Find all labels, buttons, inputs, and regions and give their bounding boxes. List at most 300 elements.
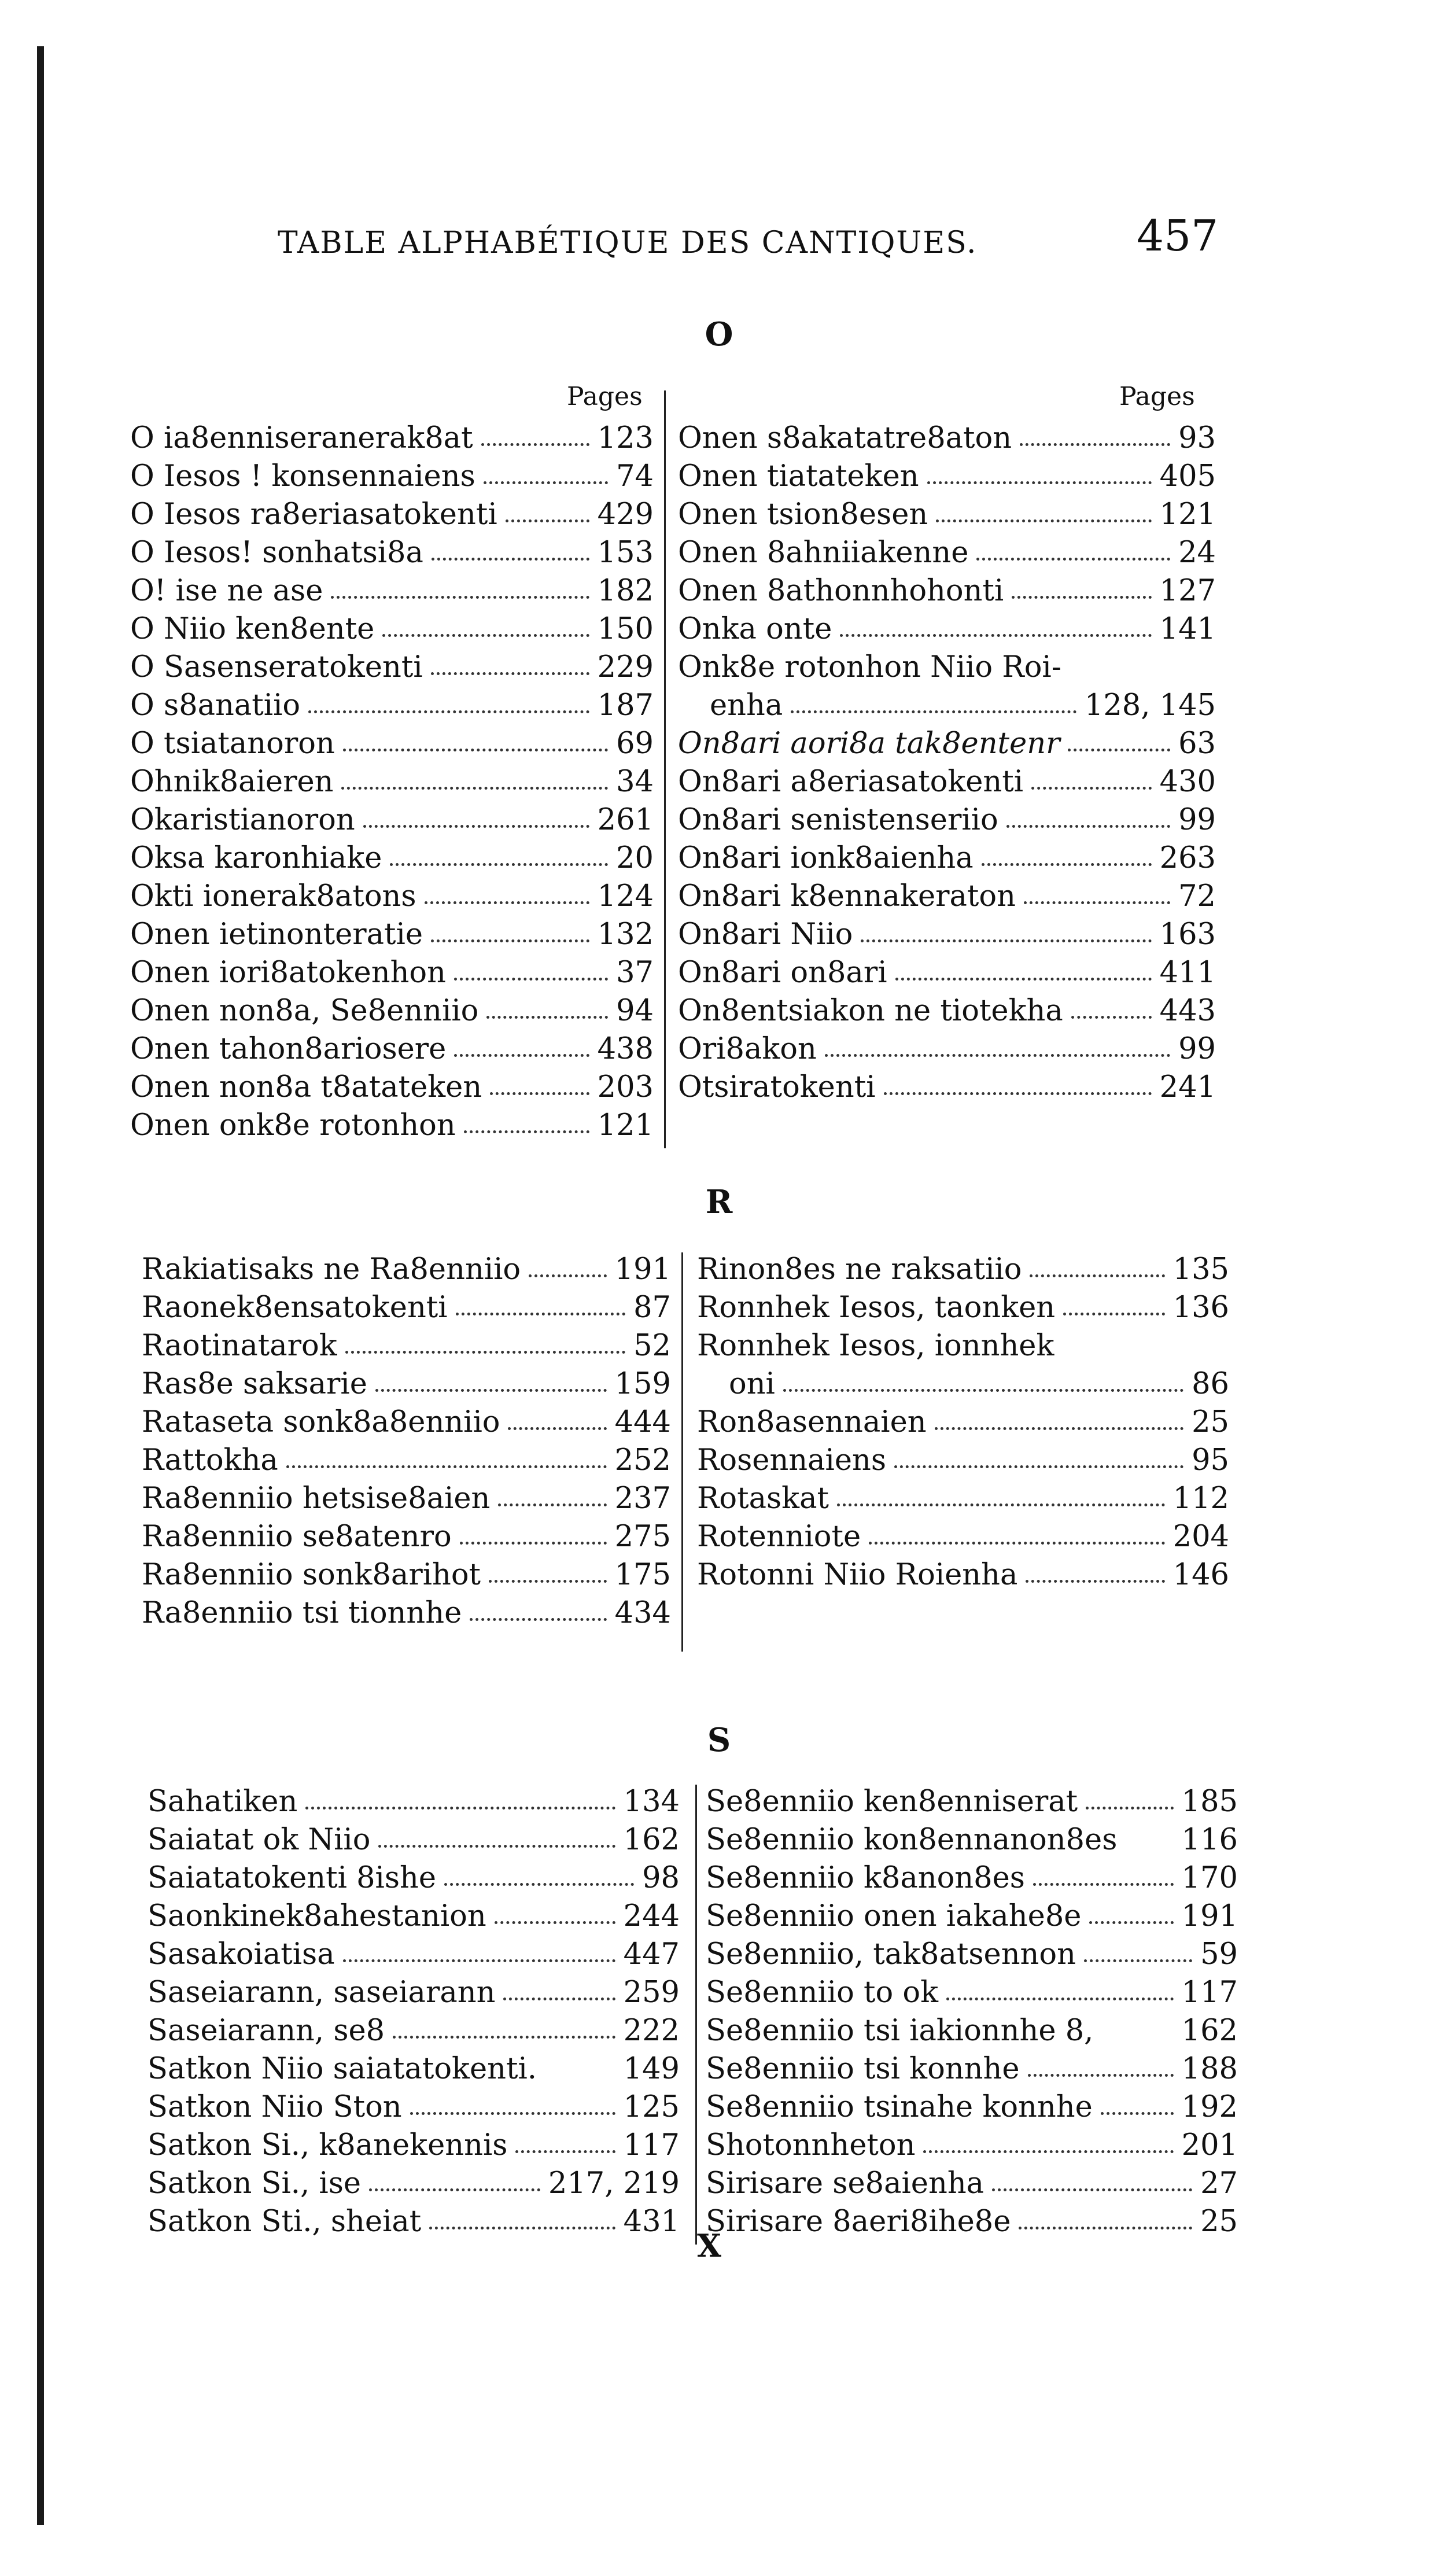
entry-title: Satkon Niio Ston <box>148 2090 402 2124</box>
section-s-right-column <box>706 1785 1238 2243</box>
entry-page-number: 188 <box>1181 2052 1238 2086</box>
index-entry <box>130 803 654 841</box>
index-entry <box>697 1252 1229 1291</box>
index-entry <box>148 2014 680 2052</box>
pages-column-header-right: Pages <box>1119 382 1195 411</box>
dot-leader <box>1089 1921 1174 1924</box>
dot-leader <box>305 1807 615 1810</box>
section-o-right-column <box>678 421 1216 1108</box>
index-entry <box>706 2014 1238 2052</box>
entry-page-number: 59 <box>1200 1937 1238 1971</box>
entry-title: Se8enniio kon8ennanon8es <box>706 1823 1118 1857</box>
dot-leader <box>429 2227 615 2229</box>
entry-page-number: 125 <box>623 2090 680 2124</box>
section-letter-s: S <box>707 1721 731 1759</box>
entry-title: On8ari ionk8aienha <box>678 841 974 875</box>
entry-title: On8ari a8eriasatokenti <box>678 765 1024 799</box>
dot-leader <box>308 710 589 713</box>
section-r-left-column <box>142 1252 671 1634</box>
entry-title: Saseiarann, saseiarann <box>148 1976 496 2010</box>
index-entry <box>678 536 1216 574</box>
entry-title: Oksa karonhiake <box>130 841 382 875</box>
dot-leader <box>456 1313 625 1315</box>
entry-page-number: 123 <box>597 421 654 455</box>
entry-page-number: 263 <box>1159 841 1216 875</box>
entry-page-number: 132 <box>597 917 654 952</box>
page-header <box>0 211 1438 275</box>
entry-page-number: 117 <box>623 2128 680 2162</box>
index-entry <box>678 650 1216 688</box>
entry-page-number: 434 <box>614 1596 671 1630</box>
dot-leader <box>861 939 1152 942</box>
index-entry <box>678 1070 1216 1108</box>
entry-title: O s8anatiio <box>130 688 301 723</box>
dot-leader <box>470 1618 607 1621</box>
index-entry <box>148 2205 680 2243</box>
entry-title: Sasakoiatisa <box>148 1937 335 1971</box>
entry-page-number: 149 <box>623 2052 680 2086</box>
index-entry <box>678 841 1216 879</box>
index-entry <box>678 421 1216 459</box>
index-entry <box>706 1976 1238 2014</box>
entry-page-number: 170 <box>1181 1861 1238 1895</box>
dot-leader <box>1012 596 1152 599</box>
dot-leader <box>1084 1959 1192 1962</box>
entry-title: Ras8e saksarie <box>142 1367 367 1401</box>
index-entry <box>697 1367 1229 1405</box>
dot-leader <box>992 2188 1192 2191</box>
dot-leader <box>486 1016 608 1019</box>
entry-page-number: 117 <box>1181 1976 1238 2010</box>
entry-page-number: 438 <box>597 1032 654 1066</box>
dot-leader <box>490 1092 589 1095</box>
index-entry <box>706 2128 1238 2166</box>
entry-title: Ra8enniio sonk8arihot <box>142 1558 481 1592</box>
index-entry <box>706 2052 1238 2090</box>
entry-title: Sirisare 8aeri8ihe8e <box>706 2205 1011 2239</box>
dot-leader <box>503 1998 615 2000</box>
entry-title: Onen tsion8esen <box>678 497 928 532</box>
index-entry <box>697 1443 1229 1482</box>
entry-page-number: 74 <box>616 459 654 493</box>
index-entry <box>130 536 654 574</box>
dot-leader <box>375 1389 607 1392</box>
index-entry <box>130 612 654 650</box>
dot-leader <box>343 1959 615 1962</box>
entry-title: O ia8enniseranerak8at <box>130 421 473 455</box>
entry-title: On8entsiakon ne tiotekha <box>678 994 1063 1028</box>
dot-leader <box>464 1130 589 1133</box>
entry-page-number: 430 <box>1159 765 1216 799</box>
entry-title: Satkon Si., k8anekennis <box>148 2128 508 2162</box>
entry-page-number: 431 <box>623 2205 680 2239</box>
index-entry <box>697 1520 1229 1558</box>
entry-page-number: 163 <box>1159 917 1216 952</box>
entry-page-number: 52 <box>633 1329 671 1363</box>
index-entry <box>130 1032 654 1070</box>
entry-title: On8ari on8ari <box>678 956 887 990</box>
dot-leader <box>454 978 608 981</box>
index-entry <box>706 1899 1238 1937</box>
entry-title: Se8enniio, tak8atsennon <box>706 1937 1076 1971</box>
entry-page-number: 187 <box>597 688 654 723</box>
entry-title: Raonek8ensatokenti <box>142 1291 448 1325</box>
entry-page-number: 127 <box>1159 574 1216 608</box>
entry-title: Rataseta sonk8a8enniio <box>142 1405 500 1439</box>
entry-title: O! ise ne ase <box>130 574 323 608</box>
index-entry <box>142 1482 671 1520</box>
entry-title: Rosennaiens <box>697 1443 887 1477</box>
page-number: 457 <box>1137 211 1219 261</box>
entry-page-number: 447 <box>623 1937 680 1971</box>
index-entry <box>706 1937 1238 1976</box>
entry-title: Shotonnheton <box>706 2128 916 2162</box>
entry-page-number: 153 <box>597 536 654 570</box>
entry-title: Ronnhek Iesos, ionnhek <box>697 1329 1054 1363</box>
entry-title: Rinon8es ne raksatiio <box>697 1252 1022 1287</box>
entry-page-number: 27 <box>1200 2166 1238 2201</box>
index-entry <box>697 1329 1229 1367</box>
entry-title: On8ari k8ennakeraton <box>678 879 1016 913</box>
entry-title: Ohnik8aieren <box>130 765 334 799</box>
dot-leader <box>460 1542 607 1545</box>
entry-title: Onen onk8e rotonhon <box>130 1108 456 1143</box>
entry-page-number: 150 <box>597 612 654 646</box>
index-entry <box>148 1899 680 1937</box>
index-entry <box>130 765 654 803</box>
entry-title: Se8enniio tsi konnhe <box>706 2052 1020 2086</box>
dot-leader <box>923 2150 1174 2153</box>
entry-title: Se8enniio ken8enniserat <box>706 1785 1078 1819</box>
dot-leader <box>1006 825 1170 828</box>
entry-title: Onka onte <box>678 612 832 646</box>
dot-leader <box>1024 901 1170 904</box>
dot-leader <box>825 1054 1170 1057</box>
index-entry <box>697 1405 1229 1443</box>
entry-page-number: 25 <box>1192 1405 1229 1439</box>
index-entry <box>706 2205 1238 2243</box>
dot-leader <box>1026 1580 1165 1583</box>
index-entry <box>678 765 1216 803</box>
entry-page-number: 411 <box>1159 956 1216 990</box>
index-entry <box>697 1482 1229 1520</box>
dot-leader <box>489 1580 607 1583</box>
entry-page-number: 191 <box>614 1252 671 1287</box>
dot-leader <box>869 1542 1165 1545</box>
entry-title: Rattokha <box>142 1443 278 1477</box>
entry-page-number: 252 <box>614 1443 671 1477</box>
dot-leader <box>1020 443 1170 446</box>
entry-page-number: 229 <box>597 650 654 684</box>
index-entry <box>706 2090 1238 2128</box>
entry-title: Ron8asennaien <box>697 1405 927 1439</box>
entry-title: Onen ietinonteratie <box>130 917 423 952</box>
index-entry <box>130 421 654 459</box>
index-entry <box>130 650 654 688</box>
entry-page-number: 124 <box>597 879 654 913</box>
entry-title: Onen tiatateken <box>678 459 919 493</box>
index-entry <box>142 1291 671 1329</box>
index-entry <box>130 459 654 497</box>
dot-leader <box>946 1998 1174 2000</box>
entry-title: Raotinatarok <box>142 1329 337 1363</box>
entry-title: Sahatiken <box>148 1785 298 1819</box>
entry-page-number: 86 <box>1192 1367 1229 1401</box>
entry-title: Onen non8a, Se8enniio <box>130 994 479 1028</box>
entry-title: O tsiatanoron <box>130 727 335 761</box>
index-entry <box>130 574 654 612</box>
dot-leader <box>369 2188 540 2191</box>
index-entry <box>678 879 1216 917</box>
index-entry <box>706 1823 1238 1861</box>
dot-leader <box>378 1845 615 1848</box>
dot-leader <box>1019 2227 1192 2229</box>
index-entry <box>142 1367 671 1405</box>
entry-title: Rakiatisaks ne Ra8enniio <box>142 1252 521 1287</box>
entry-page-number: 275 <box>614 1520 671 1554</box>
entry-title: O Iesos! sonhatsi8a <box>130 536 423 570</box>
index-entry <box>678 688 1216 727</box>
index-entry <box>142 1405 671 1443</box>
entry-page-number: 24 <box>1178 536 1216 570</box>
index-entry <box>678 727 1216 765</box>
entry-page-number: 443 <box>1159 994 1216 1028</box>
running-title: TABLE ALPHABÉTIQUE DES CANTIQUES. <box>278 226 978 260</box>
dot-leader <box>345 1351 625 1354</box>
section-s-left-column <box>148 1785 680 2243</box>
entry-title: Ra8enniio hetsise8aien <box>142 1482 491 1516</box>
dot-leader <box>363 825 589 828</box>
dot-leader <box>791 710 1076 713</box>
entry-title: Rotenniote <box>697 1520 861 1554</box>
entry-page-number: 112 <box>1172 1482 1229 1516</box>
dot-leader <box>484 481 608 484</box>
index-entry <box>148 1937 680 1976</box>
index-entry <box>148 2128 680 2166</box>
index-entry <box>142 1520 671 1558</box>
entry-title: On8ari senistenseriio <box>678 803 998 837</box>
index-entry <box>697 1558 1229 1596</box>
entry-title: On8ari aori8a tak8entenr <box>678 727 1060 761</box>
pages-column-header-left: Pages <box>567 382 643 411</box>
index-entry <box>130 1108 654 1147</box>
entry-title: Ra8enniio tsi tionnhe <box>142 1596 462 1630</box>
entry-title: Saonkinek8ahestanion <box>148 1899 486 1933</box>
entry-page-number: 162 <box>623 1823 680 1857</box>
dot-leader <box>506 519 589 522</box>
entry-page-number: 95 <box>1192 1443 1229 1477</box>
dot-leader <box>286 1465 607 1468</box>
column-divider <box>664 390 666 1148</box>
entry-page-number: 136 <box>1172 1291 1229 1325</box>
entry-title: On8ari Niio <box>678 917 853 952</box>
section-r-right-column <box>697 1252 1229 1596</box>
dot-leader <box>1086 1807 1174 1810</box>
entry-page-number: 261 <box>597 803 654 837</box>
entry-page-number: 128, 145 <box>1084 688 1216 723</box>
entry-title: Onen 8athonnhohonti <box>678 574 1004 608</box>
index-entry <box>678 956 1216 994</box>
index-entry <box>148 2166 680 2205</box>
index-entry <box>130 727 654 765</box>
entry-page-number: 94 <box>616 994 654 1028</box>
entry-title: Se8enniio to ok <box>706 1976 938 2010</box>
entry-title: Okaristianoron <box>130 803 355 837</box>
index-entry <box>142 1558 671 1596</box>
entry-page-number: 135 <box>1172 1252 1229 1287</box>
entry-page-number: 93 <box>1178 421 1216 455</box>
index-entry <box>678 994 1216 1032</box>
entry-page-number: 237 <box>614 1482 671 1516</box>
entry-page-number: 69 <box>616 727 654 761</box>
entry-page-number: 87 <box>633 1291 671 1325</box>
index-entry <box>706 1861 1238 1899</box>
dot-leader <box>410 2112 615 2115</box>
entry-title: Se8enniio onen iakahe8e <box>706 1899 1082 1933</box>
entry-title: O Iesos ra8eriasatokenti <box>130 497 497 532</box>
entry-title: Onen iori8atokenhon <box>130 956 446 990</box>
index-entry <box>697 1291 1229 1329</box>
index-entry <box>148 1976 680 2014</box>
entry-title: Onen non8a t8atateken <box>130 1070 482 1104</box>
entry-page-number: 259 <box>623 1976 680 2010</box>
dot-leader <box>454 1054 589 1057</box>
column-divider <box>681 1252 683 1652</box>
dot-leader <box>390 863 608 866</box>
index-entry <box>142 1443 671 1482</box>
entry-page-number: 98 <box>642 1861 680 1895</box>
entry-page-number: 244 <box>623 1899 680 1933</box>
entry-title: Se8enniio tsi iakionnhe 8, <box>706 2014 1094 2048</box>
section-letter-r: R <box>705 1183 733 1221</box>
signature-mark: X <box>697 2227 721 2264</box>
entry-page-number: 241 <box>1159 1070 1216 1104</box>
entry-page-number: 162 <box>1181 2014 1238 2048</box>
dot-leader <box>783 1389 1183 1392</box>
index-entry <box>678 917 1216 956</box>
entry-title: Saiatat ok Niio <box>148 1823 371 1857</box>
dot-leader <box>431 672 589 675</box>
dot-leader <box>1028 2074 1174 2077</box>
entry-title: Onen tahon8ariosere <box>130 1032 447 1066</box>
entry-page-number: 204 <box>1172 1520 1229 1554</box>
entry-page-number: 222 <box>623 2014 680 2048</box>
section-o-left-column <box>130 421 654 1147</box>
index-entry <box>148 1785 680 1823</box>
page-binding-edge <box>37 46 44 2525</box>
index-entry <box>142 1329 671 1367</box>
index-entry <box>678 612 1216 650</box>
entry-title: Rotaskat <box>697 1482 829 1516</box>
entry-title: Satkon Sti., sheiat <box>148 2205 422 2239</box>
entry-page-number: 429 <box>597 497 654 532</box>
index-entry <box>678 459 1216 497</box>
entry-title: oni <box>729 1367 775 1401</box>
dot-leader <box>1068 749 1170 751</box>
dot-leader <box>508 1427 607 1430</box>
index-entry <box>148 1861 680 1899</box>
dot-leader <box>1071 1016 1152 1019</box>
entry-page-number: 20 <box>616 841 654 875</box>
entry-page-number: 217, 219 <box>548 2166 680 2201</box>
entry-title: Otsiratokenti <box>678 1070 876 1104</box>
entry-title: Se8enniio k8anon8es <box>706 1861 1025 1895</box>
index-entry <box>148 1823 680 1861</box>
entry-title: Rotonni Niio Roienha <box>697 1558 1018 1592</box>
index-entry <box>678 1032 1216 1070</box>
entry-title: O Iesos ! konsennaiens <box>130 459 475 493</box>
entry-page-number: 121 <box>597 1108 654 1143</box>
index-entry <box>130 917 654 956</box>
entry-page-number: 159 <box>614 1367 671 1401</box>
entry-page-number: 146 <box>1172 1558 1229 1592</box>
dot-leader <box>1101 2112 1174 2115</box>
index-entry <box>130 841 654 879</box>
dot-leader <box>432 558 589 561</box>
entry-title: Onen s8akatatre8aton <box>678 421 1012 455</box>
entry-title: Ra8enniio se8atenro <box>142 1520 452 1554</box>
index-entry <box>678 803 1216 841</box>
entry-title: Se8enniio tsinahe konnhe <box>706 2090 1093 2124</box>
entry-title: Ronnhek Iesos, taonken <box>697 1291 1056 1325</box>
dot-leader <box>884 1092 1152 1095</box>
entry-page-number: 116 <box>1181 1823 1238 1857</box>
dot-leader <box>515 2150 615 2153</box>
index-entry <box>130 994 654 1032</box>
dot-leader <box>382 634 589 637</box>
index-entry <box>678 497 1216 536</box>
dot-leader <box>837 1503 1165 1506</box>
entry-title: Satkon Si., ise <box>148 2166 362 2201</box>
entry-title: Sirisare se8aienha <box>706 2166 985 2201</box>
index-entry <box>130 688 654 727</box>
dot-leader <box>935 1427 1183 1430</box>
index-entry <box>148 2090 680 2128</box>
index-entry <box>706 1785 1238 1823</box>
dot-leader <box>1030 1274 1165 1277</box>
entry-page-number: 34 <box>616 765 654 799</box>
dot-leader <box>481 443 589 446</box>
dot-leader <box>529 1274 607 1277</box>
dot-leader <box>1031 787 1152 790</box>
index-entry <box>130 497 654 536</box>
dot-leader <box>894 1465 1183 1468</box>
entry-page-number: 63 <box>1178 727 1216 761</box>
dot-leader <box>393 2036 615 2039</box>
entry-title: Satkon Niio saiatatokenti. <box>148 2052 537 2086</box>
dot-leader <box>498 1503 607 1506</box>
dot-leader <box>331 596 589 599</box>
section-letter-o: O <box>705 315 733 353</box>
entry-page-number: 192 <box>1181 2090 1238 2124</box>
index-entry <box>142 1252 671 1291</box>
dot-leader <box>495 1921 615 1924</box>
entry-page-number: 121 <box>1159 497 1216 532</box>
entry-page-number: 405 <box>1159 459 1216 493</box>
entry-title: Onk8e rotonhon Niio Roi- <box>678 650 1061 684</box>
dot-leader <box>982 863 1152 866</box>
entry-title: Saiatatokenti 8ishe <box>148 1861 437 1895</box>
dot-leader <box>1033 1883 1174 1886</box>
entry-page-number: 191 <box>1181 1899 1238 1933</box>
index-entry <box>130 1070 654 1108</box>
entry-page-number: 99 <box>1178 803 1216 837</box>
entry-page-number: 201 <box>1181 2128 1238 2162</box>
entry-page-number: 203 <box>597 1070 654 1104</box>
entry-page-number: 134 <box>623 1785 680 1819</box>
entry-page-number: 175 <box>614 1558 671 1592</box>
dot-leader <box>1063 1313 1165 1315</box>
